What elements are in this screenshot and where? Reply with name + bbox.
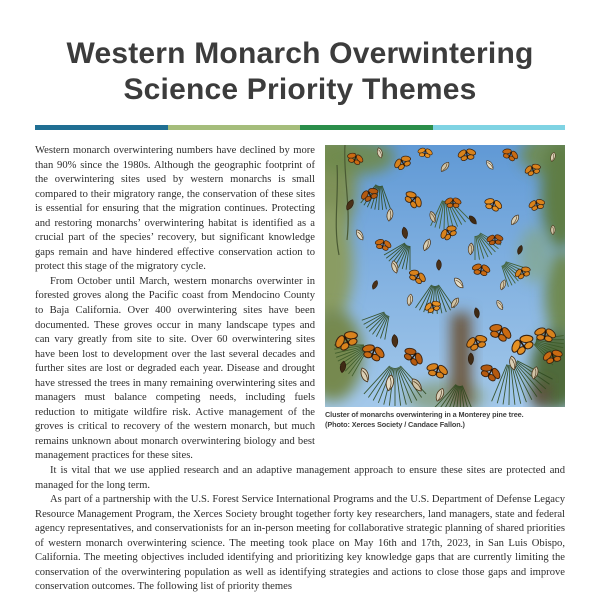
- monarch-photo-figure: [325, 145, 565, 429]
- page-title-line1: Western Monarch Overwintering: [66, 37, 534, 70]
- photo-caption-line2: (Photo: Xerces Society / Candace Fallon.): [325, 419, 465, 429]
- divider-segment: [35, 125, 168, 130]
- page-title-line2: Science Priority Themes: [123, 73, 477, 106]
- paragraph-partnership-meeting: As part of a partnership with the U.S. Forest Service International Programs and the U.S. Department of Defense Legacy Resource Management Program, the Xerces Society brought together forty key researchers, land managers, state and federal agency representatives, and conservationists for an in-person meeting for collaborative strategic planning of shared priorities of western monarch overwintering science. The meeting took place on May 16th and 17th, 2023, in San Luis Obispo, California. The meeting objectives included identifying and prioritizing key knowledge gaps that are currently limiting the conservation of the overwintering population as well as identifying strategies and actions to close those gaps and improve conservation outcomes. The following list of priority themes: [35, 494, 565, 593]
- article-body: [35, 144, 565, 595]
- divider-segment: [433, 125, 566, 130]
- page-title: [30, 36, 570, 108]
- photo-caption-line1: Cluster of monarchs overwintering in a Monterey pine tree.: [325, 410, 524, 419]
- paragraph-applied-research: It is vital that we use applied research and an adaptive management approach to ensure these sites are protected and managed for the long term.: [35, 465, 565, 491]
- title-divider: [35, 125, 565, 130]
- paragraph-intro: Western monarch overwintering numbers have declined by more than 90% since the 1980s. Although the geographic footprint of the overwintering sites used by western monarchs is small compared to their migratory range, the conservation of these sites is essential for ensuring that the migration continues. Protecting and restoring monarchs’ overwintering habitat is identified as a crucial part of the species’ recovery, but significant knowledge gaps remain and have hindered effective conservation action to protect this stage of the migratory cycle.: [35, 145, 315, 273]
- divider-segment: [168, 125, 301, 130]
- monarch-cluster-photo: [325, 145, 565, 407]
- photo-caption: [325, 410, 565, 429]
- divider-segment: [300, 125, 433, 130]
- paragraph-overwinter-sites: From October until March, western monarchs overwinter in forested groves along the Pacific coast from Mendocino County to Baja California. Over 400 overwintering sites have been documented. These groves occur in many landscape types and can vary greatly from site to site. Over 60 overwintering sites have been lost to development over the last several decades and further sites are lost or degraded each year. Disease and drought have stressed the trees in many remaining overwintering sites and managers must balance competing needs, including fuels reduction to mitigate wildfire risk. Active management of the groves is critical to recovery of the western monarch, but much remains unknown about monarch overwintering biology and best management practices for these sites.: [35, 275, 315, 462]
